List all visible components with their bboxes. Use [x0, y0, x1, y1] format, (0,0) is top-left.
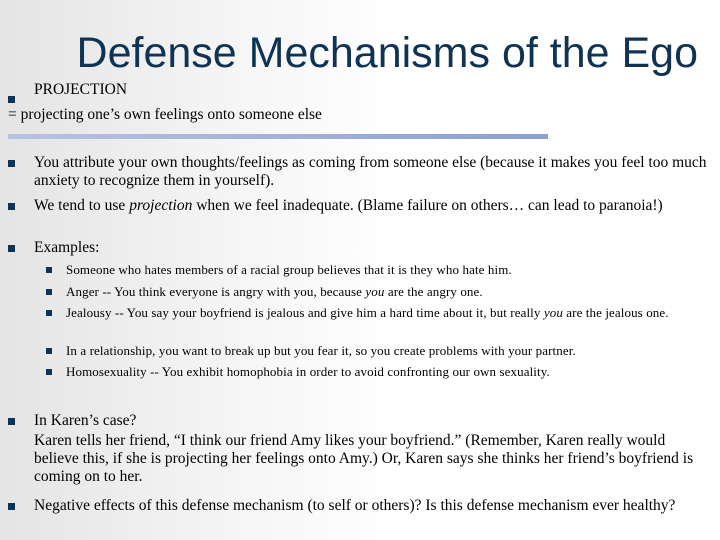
example-jealousy-pre: Jealousy -- You say your boyfriend is jealous and give him a hard time about it, but really	[66, 305, 544, 320]
bullet-square-icon	[8, 418, 15, 425]
final-question: Negative effects of this defense mechanism (to self or others)? Is this defense mechanism ever healthy?	[34, 497, 676, 514]
example-anger	[66, 284, 706, 300]
bullet-square-icon	[8, 160, 15, 167]
bullet-square-icon	[8, 503, 15, 510]
bullet-square-icon	[8, 203, 15, 210]
sub-bullet-square-icon	[46, 369, 52, 375]
projection-emphasis: projection	[129, 197, 193, 214]
bullet-inadequate	[34, 197, 714, 215]
bullet-inadequate-pre: We tend to use	[34, 197, 130, 214]
example-anger-emphasis: you	[365, 284, 385, 299]
karen-case-question: In Karen’s case?	[34, 412, 137, 429]
examples-label: Examples:	[34, 239, 100, 256]
bullet-square-icon	[8, 96, 15, 103]
example-relationship: In a relationship, you want to break up but you fear it, so you create problems with your partner.	[66, 343, 576, 358]
sub-bullet-square-icon	[46, 348, 52, 354]
sub-bullet-square-icon	[46, 289, 52, 295]
example-jealousy-post: are the jealous one.	[562, 305, 669, 320]
divider-bar	[8, 134, 548, 139]
definition-text: = projecting one’s own feelings onto someone else	[8, 106, 322, 123]
bullet-square-icon	[8, 245, 15, 252]
karen-case-text: Karen tells her friend, “I think our friend Amy likes your boyfriend.” (Remember, Karen really would believe this, if she is projecting her feelings onto Amy.) Or, Karen says she thinks her friend’s boyfriend is coming on to her.	[34, 432, 694, 485]
example-racial: Someone who hates members of a racial group believes that it is they who hate him.	[66, 262, 512, 277]
sub-bullet-square-icon	[46, 267, 52, 273]
example-jealousy-emphasis: you	[543, 305, 563, 320]
example-homophobia: Homosexuality -- You exhibit homophobia in order to avoid confronting our own sexuality.	[66, 364, 550, 379]
bullet-attribute: You attribute your own thoughts/feelings as coming from someone else (because it makes you feel too much anxiety to recognize them in yourself).	[34, 154, 707, 189]
example-anger-pre: Anger -- You think everyone is angry with you, because	[66, 284, 366, 299]
heading-label: PROJECTION	[34, 81, 128, 98]
example-anger-post: are the angry one.	[384, 284, 483, 299]
bullet-inadequate-post: when we feel inadequate. (Blame failure on others… can lead to paranoia!)	[192, 197, 663, 214]
sub-bullet-square-icon	[46, 310, 52, 316]
example-jealousy	[66, 305, 704, 321]
karen-case-block	[34, 412, 694, 486]
slide-title: Defense Mechanisms of the Ego	[76, 29, 698, 77]
